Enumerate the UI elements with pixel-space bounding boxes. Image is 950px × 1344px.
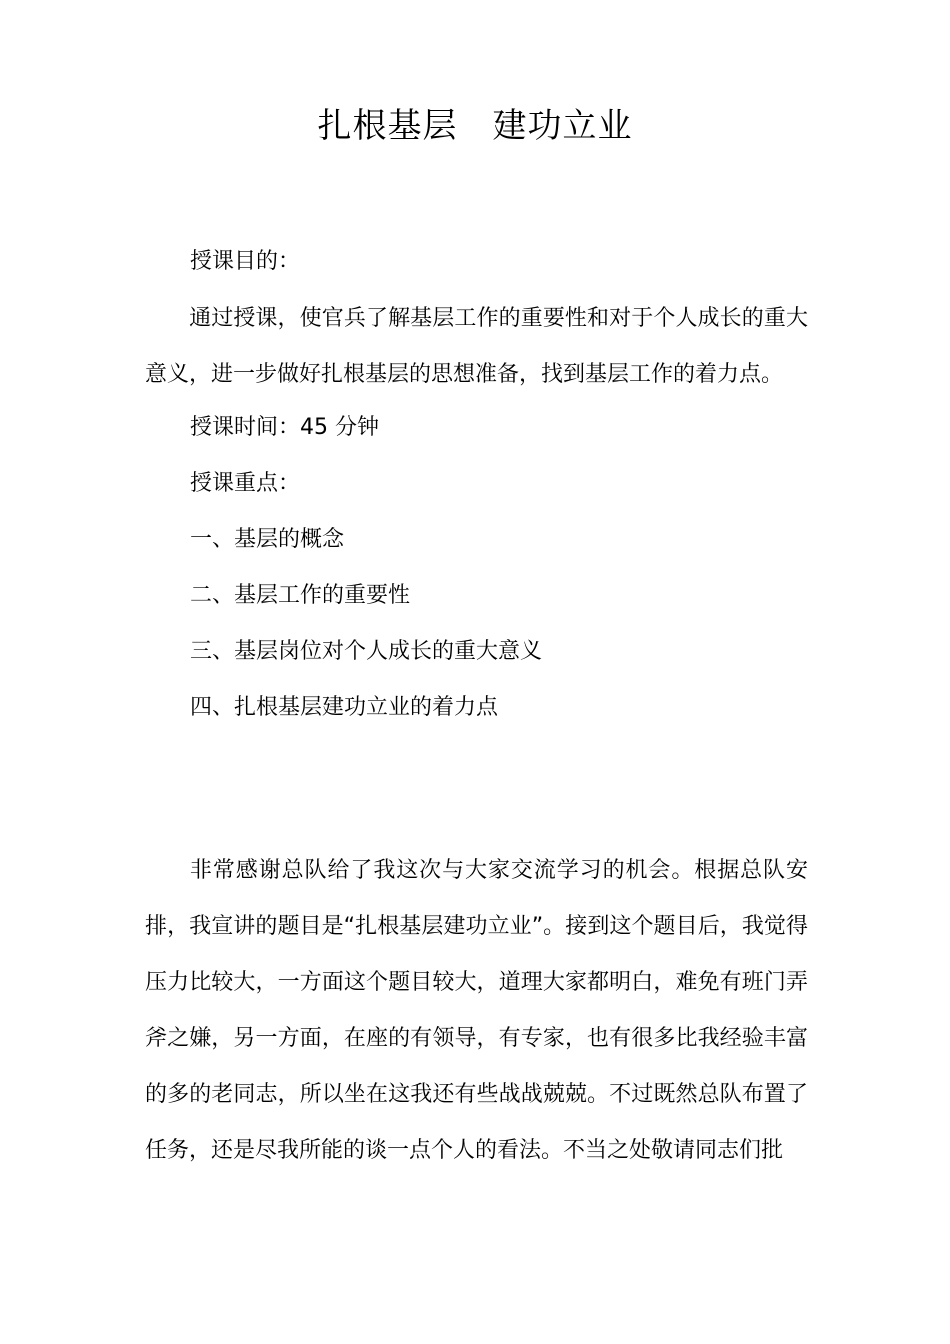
focus-point: 三、基层岗位对个人成长的重大意义 [190,639,543,664]
objective-text: 通过授课，使官兵了解基层工作的重要性和对于个人成长的重大意义，进一步做好扎根基层的思想准备，找到基层工作的着力点。 [145,306,808,387]
objective-heading: 授课目的： [190,249,301,274]
focus-point: 一、基层的概念 [190,527,345,552]
body-paragraph [145,843,808,1179]
focus-point: 二、基层工作的重要性 [190,583,411,608]
body-text: 非常感谢总队给了我这次与大家交流学习的机会。根据总队安排，我宣讲的题目是“扎根基层建功立业”。接到这个题目后，我觉得压力比较大，一方面这个题目较大，道理大家都明白，难免有班门弄斧之嫌，另一方面，在座的有领导，有专家，也有很多比我经验丰富的多的老同志，所以坐在这我还有些战战兢兢。不过既然总队布置了任务，还是尽我所能的谈一点个人的看法。不当之处敬请同志们批 [145,858,808,1163]
objective-paragraph [145,291,808,403]
focus-heading: 授课重点： [190,471,301,496]
document-title: 扎根基层 建功立业 [317,106,633,146]
focus-point: 四、扎根基层建功立业的着力点 [190,695,499,720]
duration-line: 授课时间：45 分钟 [190,415,379,440]
